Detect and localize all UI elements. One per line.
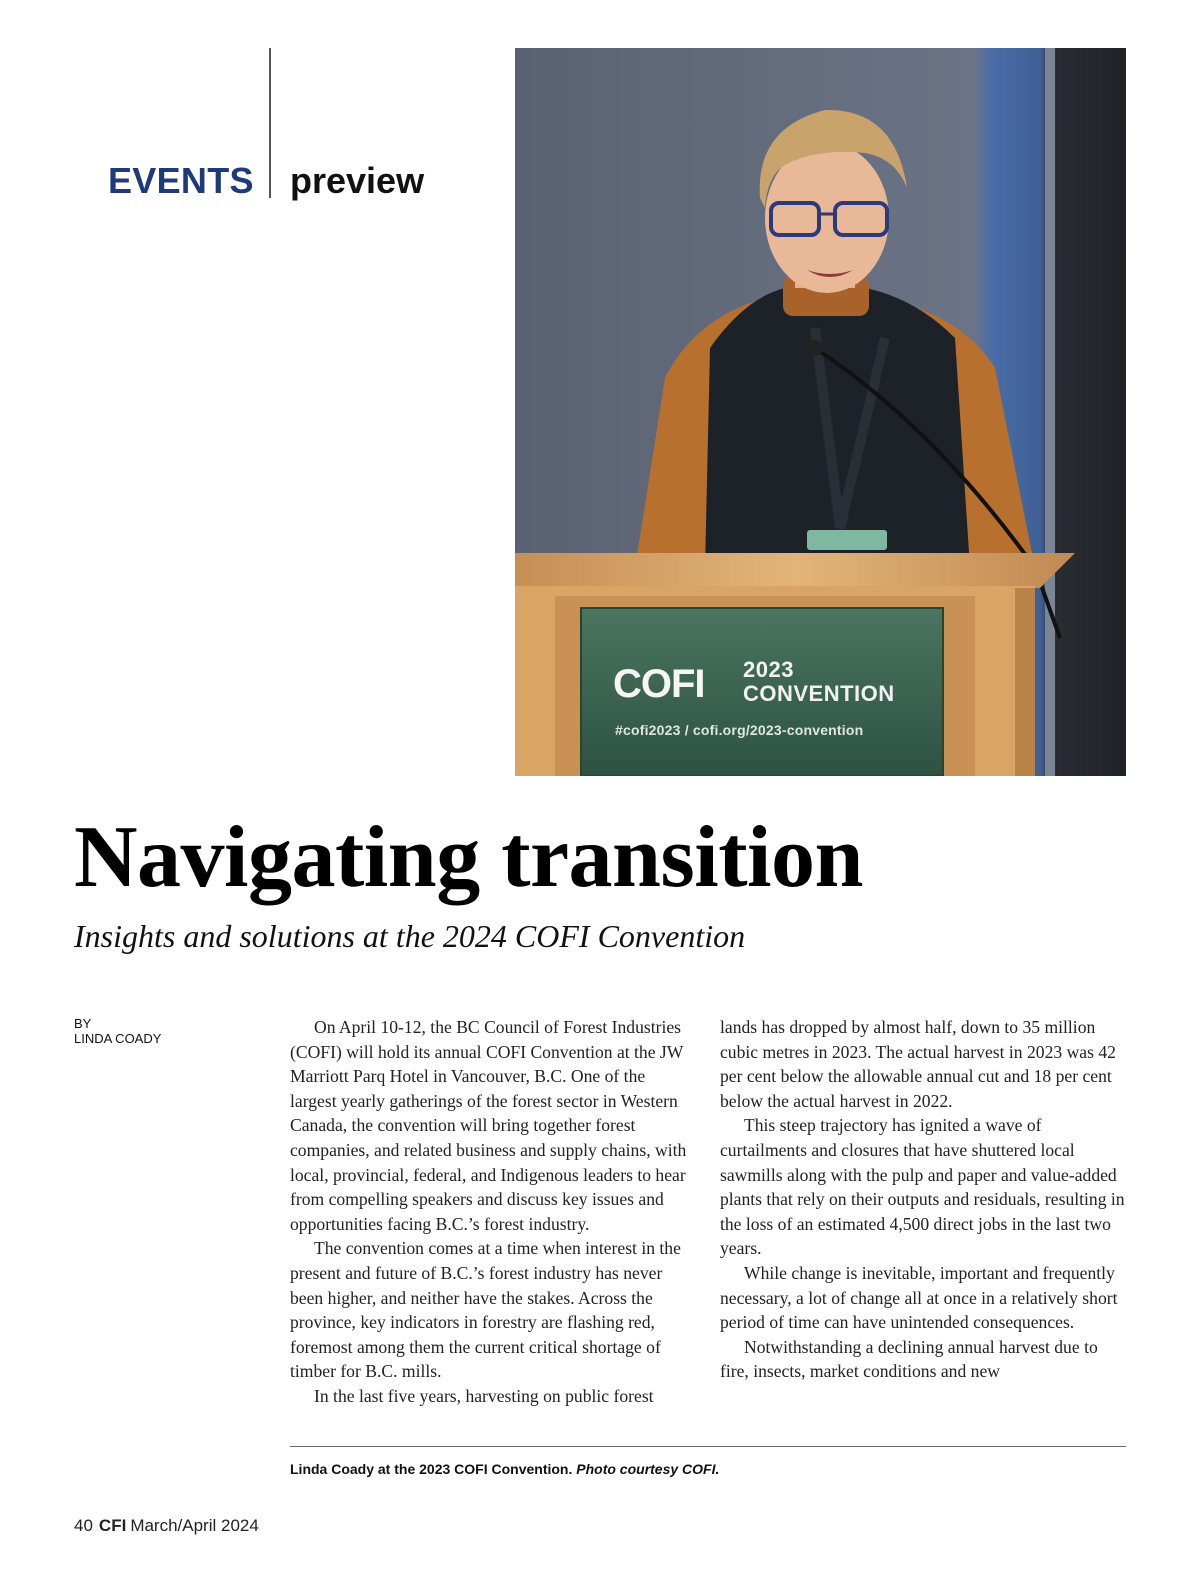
article-headline: Navigating transition (74, 809, 863, 906)
magazine-name: CFI (98, 1516, 127, 1535)
cofi-logo: COFI (613, 662, 705, 706)
page-footer (74, 1516, 259, 1536)
article-column-2 (720, 1015, 1125, 1384)
paragraph: While change is inevitable, important and frequently necessary, a lot of change all at once in a relatively short period of time can have unintended consequences. (720, 1262, 1118, 1333)
section-label-events: EVENTS (108, 160, 254, 201)
paragraph: The convention comes at a time when interest in the present and future of B.C.’s forest industry has never been higher, and neither have the stakes. Across the province, key indicators in forestry are flashing red, foremost among them the current critical shortage of timber for B.C. mills. (290, 1238, 681, 1382)
paragraph: This steep trajectory has ignited a wave of curtailments and closures that have shuttered local sawmills along with the pulp and paper and value-added plants that rely on their outputs and residuals, resulting in the loss of an estimated 4,500 direct jobs in the last two years. (720, 1115, 1125, 1259)
paragraph: Notwithstanding a declining annual harvest due to fire, insects, market conditions and new (720, 1336, 1098, 1382)
speaker-photo (515, 48, 1126, 776)
paragraph: In the last five years, harvesting on public forest (314, 1385, 654, 1406)
paragraph: On April 10-12, the BC Council of Forest Industries (COFI) will hold its annual COFI Convention at the JW Marriott Parq Hotel in Vancouver, B.C. One of the largest yearly gatherings of the forest sector in Western Canada, the convention will bring together forest companies, and related business and supply chains, with local, provincial, federal, and Indigenous leaders to hear from compelling speakers and discuss key issues and opportunities facing B.C.’s forest industry. (290, 1017, 687, 1234)
issue-date: March/April 2024 (130, 1516, 259, 1535)
page-number: 40 (74, 1516, 93, 1535)
caption-credit: Photo courtesy COFI. (576, 1461, 720, 1477)
paragraph: lands has dropped by almost half, down to 35 million cubic metres in 2023. The actual harvest in 2023 was 42 per cent below the allowable annual cut and 18 per cent below the actual harvest in 2022. (720, 1017, 1116, 1111)
byline (74, 1016, 161, 1046)
photo-caption (290, 1461, 719, 1477)
byline-author: LINDA COADY (74, 1031, 162, 1046)
caption-divider (290, 1446, 1126, 1447)
sign-convention-title (743, 658, 895, 706)
section-label-preview: preview (290, 160, 425, 201)
byline-prefix: BY (74, 1016, 92, 1031)
article-column-1 (290, 1015, 695, 1409)
caption-text: Linda Coady at the 2023 COFI Convention. (290, 1461, 573, 1477)
section-divider (269, 48, 271, 198)
sign-url: #cofi2023 / cofi.org/2023-convention (615, 722, 864, 738)
article-subhead: Insights and solutions at the 2024 COFI Convention (74, 918, 746, 954)
sign-year: 2023 (743, 657, 794, 682)
sign-title: CONVENTION (743, 681, 895, 706)
